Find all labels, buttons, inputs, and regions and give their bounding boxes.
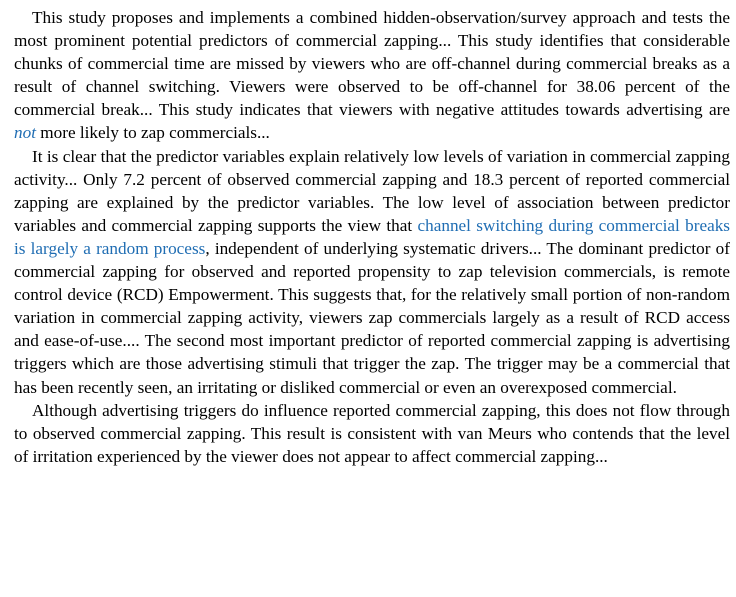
paragraph-2-text-end: , independent of underlying systematic drivers... The dominant predictor of commercial zapping for observed and reported propensity to zap television commercials, is remote control device (RCD) Empowerment. This suggests that, for the relatively small portion of non-random variation in commercial zapping activity, viewers zap commercials largely as a result of RCD access and ease-of-use.... The second most important predictor of reported commercial zapping is advertising triggers which are those advertising stimuli that trigger the zap. The trigger may be a commercial that has been recently seen, an irritating or disliked commercial or even an overexposed commercial. [14,238,730,397]
paragraph-1-text-start: This study proposes and implements a combined hidden-observation/survey approach and tests the most prominent potential predictors of commercial zapping... This study identifies that considerable chunks of commercial time are missed by viewers who are off-channel during commercial breaks as a result of channel switching. Viewers were observed to be off-channel for 38.06 percent of the commercial break... This study indicates that viewers with negative attitudes towards advertising are [14,8,730,120]
paragraph-1-text-end: more likely to zap commercials... [35,123,270,143]
document-body [14,6,730,468]
emphasis-not: not [14,123,36,143]
paragraph-3-text: Although advertising triggers do influence reported commercial zapping, this does not flow through to observed commercial zapping. This result is consistent with van Meurs who contends that the level of irritation experienced by the viewer does not appear to affect commercial zapping... [14,400,730,466]
paragraph-2 [14,145,730,399]
highlighted-phrase: channel switching during commercial breaks is largely a random process [14,215,730,258]
paragraph-1 [14,6,730,145]
paragraph-2-text-start: It is clear that the predictor variables explain relatively low levels of variation in commercial zapping activity... Only 7.2 percent of observed commercial zapping and 18.3 percent of reported commercial zapping are explained by the predictor variables. The low level of association between predictor variables and commercial zapping supports the view that [14,146,730,235]
paragraph-3 [14,399,730,468]
